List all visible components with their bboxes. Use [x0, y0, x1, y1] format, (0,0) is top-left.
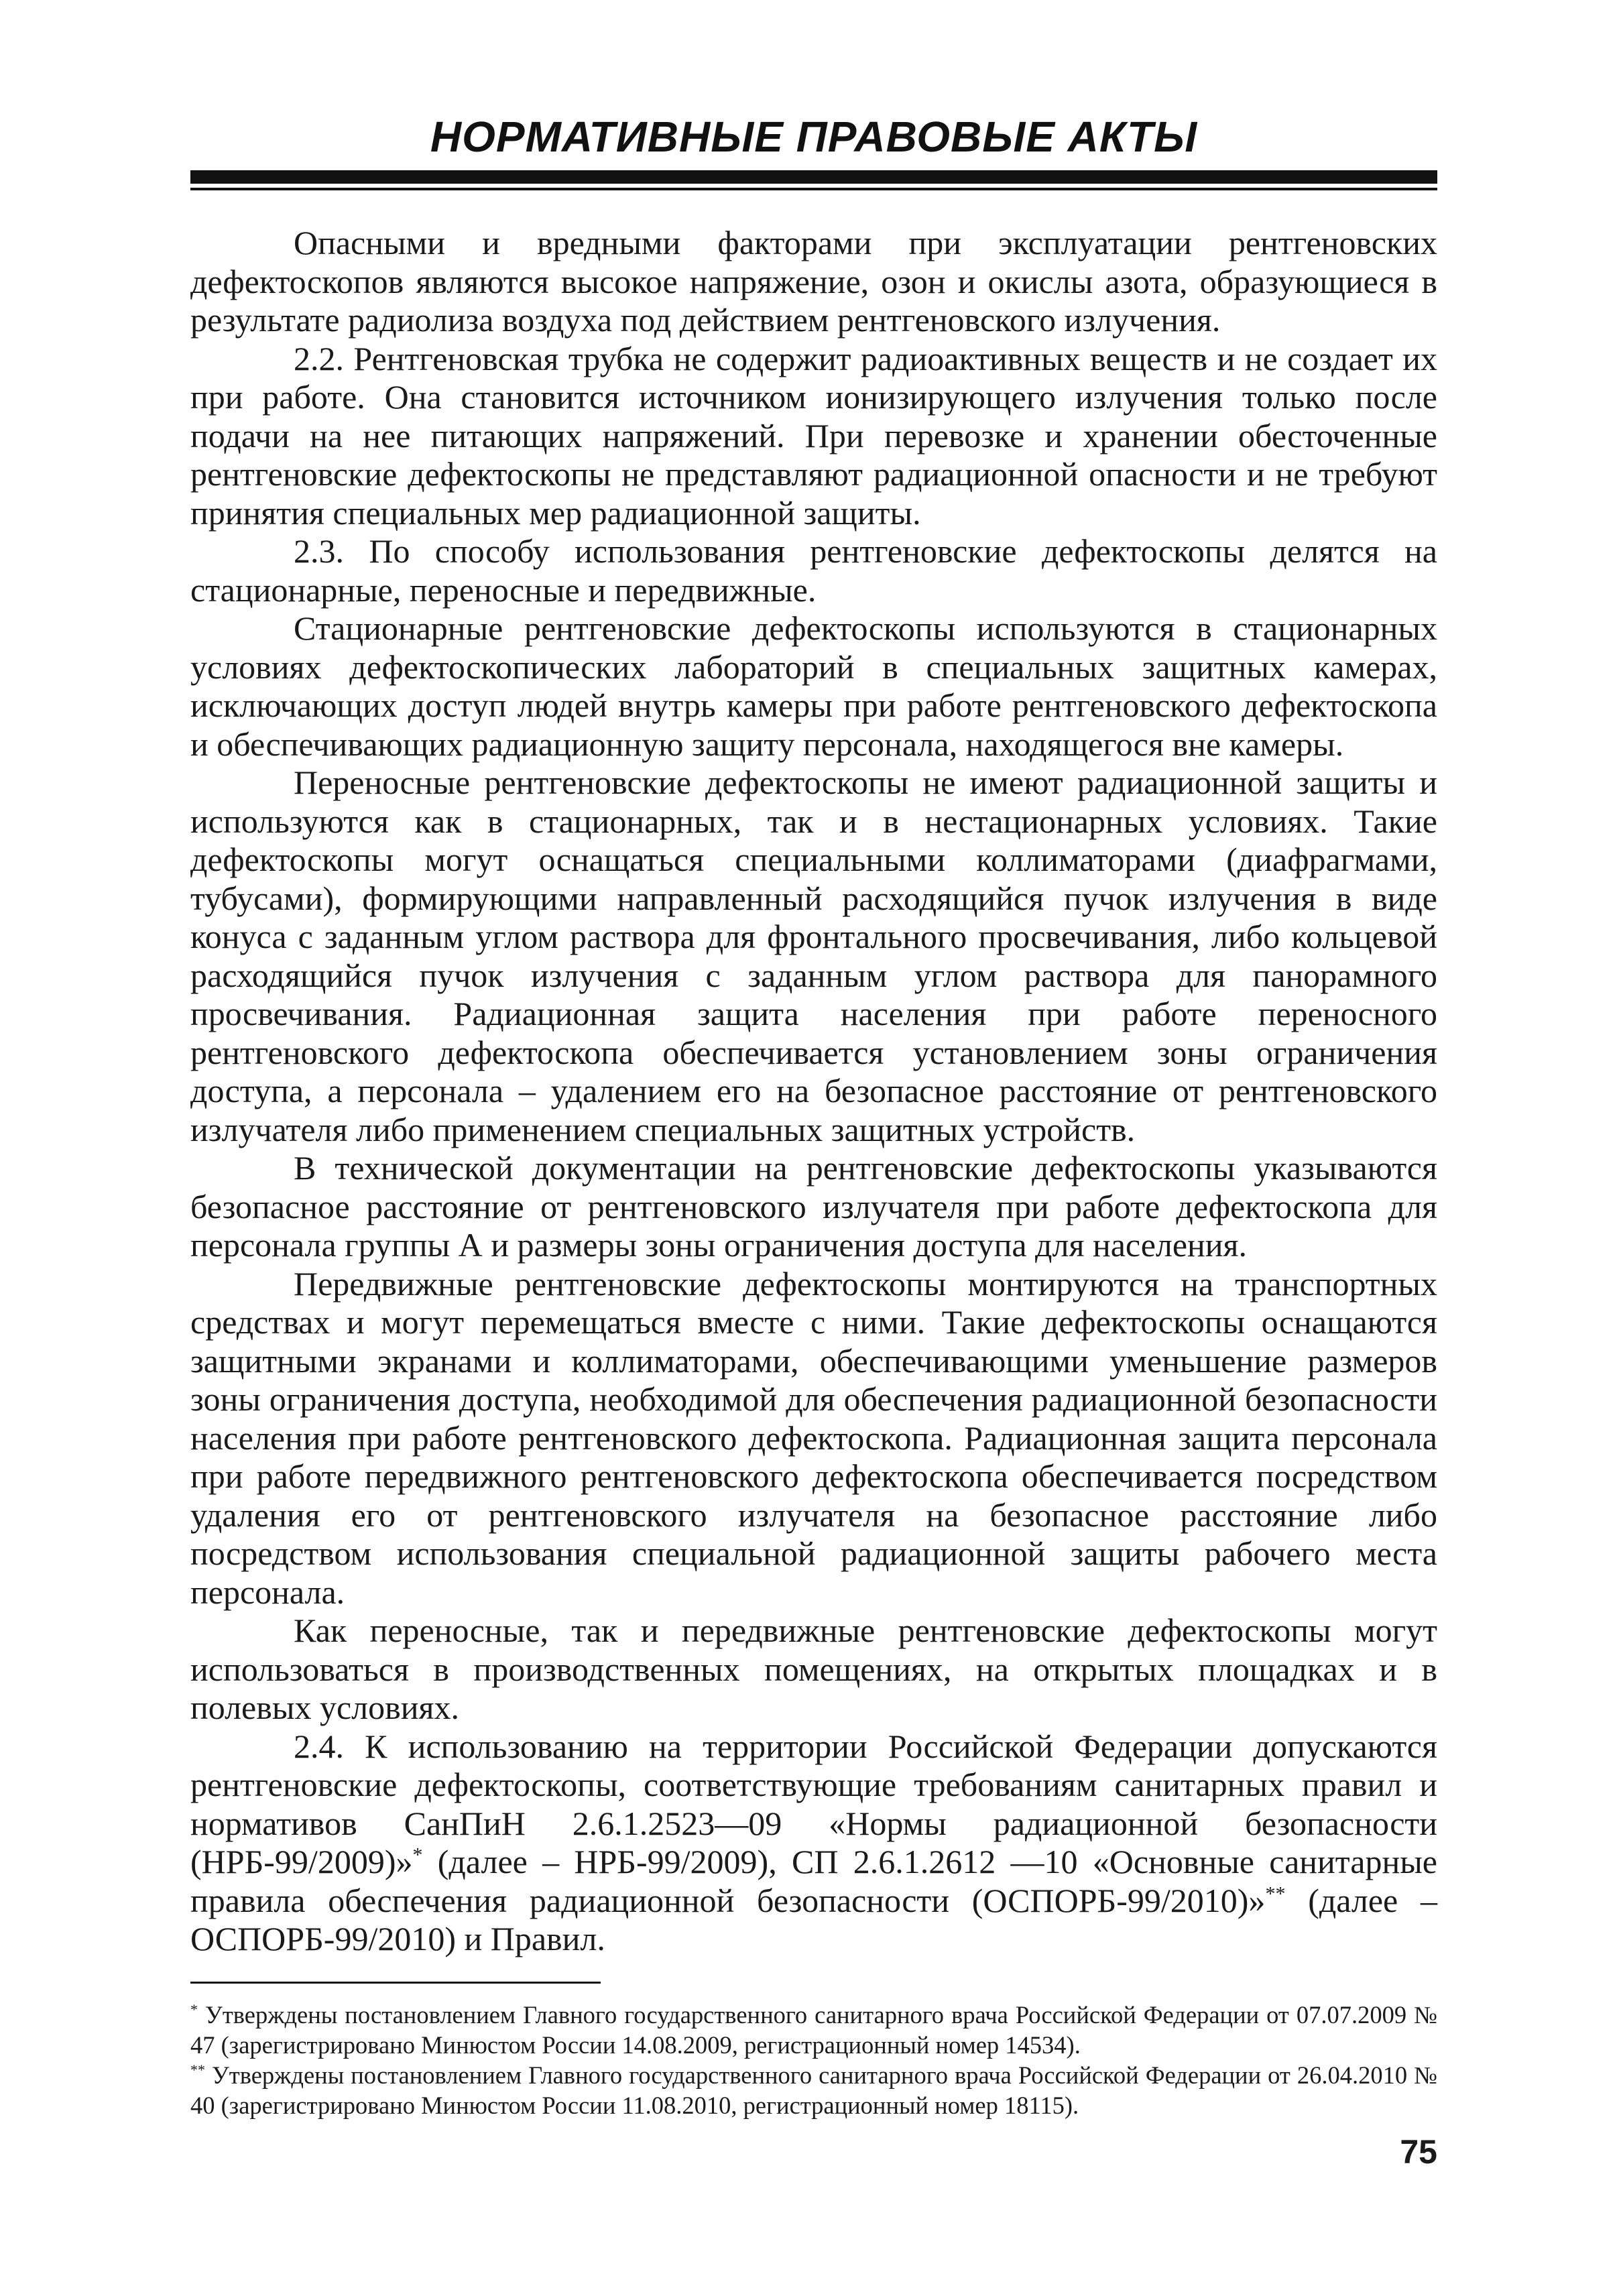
paragraph: Опасными и вредными факторами при эксплуатации рентгеновских дефектоскопов являются высокое напряжение, озон и окислы азота, образующиеся в результате радиолиза воздуха под действием рентгеновского излучения. [190, 224, 1437, 339]
paragraph: Стационарные рентгеновские дефектоскопы используются в стационарных условиях дефектоскопических лабораторий в специальных защитных камерах, исключающих доступ людей внутрь камеры при работе рентгеновского дефектоскопа и обеспечивающих радиационную защиту персонала, находящегося вне камеры. [190, 609, 1437, 763]
footnote-reference-1: * [412, 1844, 423, 1866]
body-text [190, 224, 1437, 1959]
paragraph-2-4-part-3: (далее – ОСПОРБ-99/2010) и Правил. [190, 1881, 1437, 1957]
header-rule-thick [190, 170, 1437, 184]
paragraph-2-4 [190, 1728, 1437, 1959]
footnotes [190, 2000, 1437, 2120]
paragraph-2-3: 2.3. По способу использования рентгеновские дефектоскопы делятся на стационарные, переносные и передвижные. [190, 532, 1437, 609]
footnote-text: Утверждены постановлением Главного государственного санитарного врача Российской Федерации от 07.07.2009 № 47 (зарегистрировано Минюстом России 14.08.2009, регистрационный номер 14534). [190, 2001, 1437, 2059]
footnote-text: Утверждены постановлением Главного государственного санитарного врача Российской Федерации от 26.04.2010 № 40 (зарегистрировано Минюстом России 11.08.2010, регистрационный номер 18115). [190, 2061, 1437, 2119]
paragraph-2-4-part-1: 2.4. К использованию на территории Российской Федерации допускаются рентгеновские дефектоскопы, соответствующие требованиям санитарных правил и нормативов СанПиН 2.6.1.2523—09 «Нормы радиационной безопасности (НРБ-99/2009)» [190, 1727, 1437, 1880]
footnote-mark: ** [190, 2061, 205, 2078]
footnote-mark: * [190, 2000, 198, 2018]
footnote-1 [190, 2000, 1437, 2060]
header-rule-thin [190, 188, 1437, 190]
page-number: 75 [1400, 2133, 1437, 2171]
paragraph: Как переносные, так и передвижные рентгеновские дефектоскопы могут использоваться в производственных помещениях, на открытых площадках и в полевых условиях. [190, 1612, 1437, 1726]
footnote-2 [190, 2060, 1437, 2120]
paragraph: Передвижные рентгеновские дефектоскопы монтируются на транспортных средствах и могут перемещаться вместе с ними. Такие дефектоскопы оснащаются защитными экранами и коллиматорами, обеспечивающими уменьшение размеров зоны ограничения доступа, необходимой для обеспечения радиационной безопасности населения при работе рентгеновского дефектоскопа. Радиационная защита персонала при работе передвижного рентгеновского дефектоскопа обеспечивается посредством удаления его от рентгеновского излучателя на безопасное расстояние либо посредством использования специальной радиационной защиты рабочего места персонала. [190, 1264, 1437, 1611]
paragraph: В технической документации на рентгеновские дефектоскопы указываются безопасное расстояние от рентгеновского излучателя при работе дефектоскопа для персонала группы А и размеры зоны ограничения доступа для населения. [190, 1149, 1437, 1264]
paragraph-2-4-part-2: (далее – НРБ-99/2009), СП 2.6.1.2612 —10 «Основные санитарные правила обеспечения радиационной безопасности (ОСПОРБ-99/2010)» [190, 1843, 1437, 1919]
paragraph: Переносные рентгеновские дефектоскопы не имеют радиационной защиты и используются как в стационарных, так и в нестационарных условиях. Такие дефектоскопы могут оснащаться специальными коллиматорами (диафрагмами, тубусами), формирующими направленный расходящийся пучок излучения в виде конуса с заданным углом раствора для фронтального просвечивания, либо кольцевой расходящийся пучок излучения с заданным углом раствора для панорамного просвечивания. Радиационная защита населения при работе переносного рентгеновского дефектоскопа обеспечивается установлением зоны ограничения доступа, а персонала – удалением его на безопасное расстояние от рентгеновского излучателя либо применением специальных защитных устройств. [190, 764, 1437, 1148]
paragraph-2-2: 2.2. Рентгеновская трубка не содержит радиоактивных веществ и не создает их при работе. Она становится источником ионизирующего излучения только после подачи на нее питающих напряжений. При перевозке и хранении обесточенные рентгеновские дефектоскопы не представляют радиационной опасности и не требуют принятия специальных мер радиационной защиты. [190, 339, 1437, 532]
footnote-reference-2: ** [1265, 1882, 1286, 1905]
running-header-title: НОРМАТИВНЫЕ ПРАВОВЫЕ АКТЫ [430, 113, 1198, 161]
footnote-separator [190, 1982, 601, 1984]
